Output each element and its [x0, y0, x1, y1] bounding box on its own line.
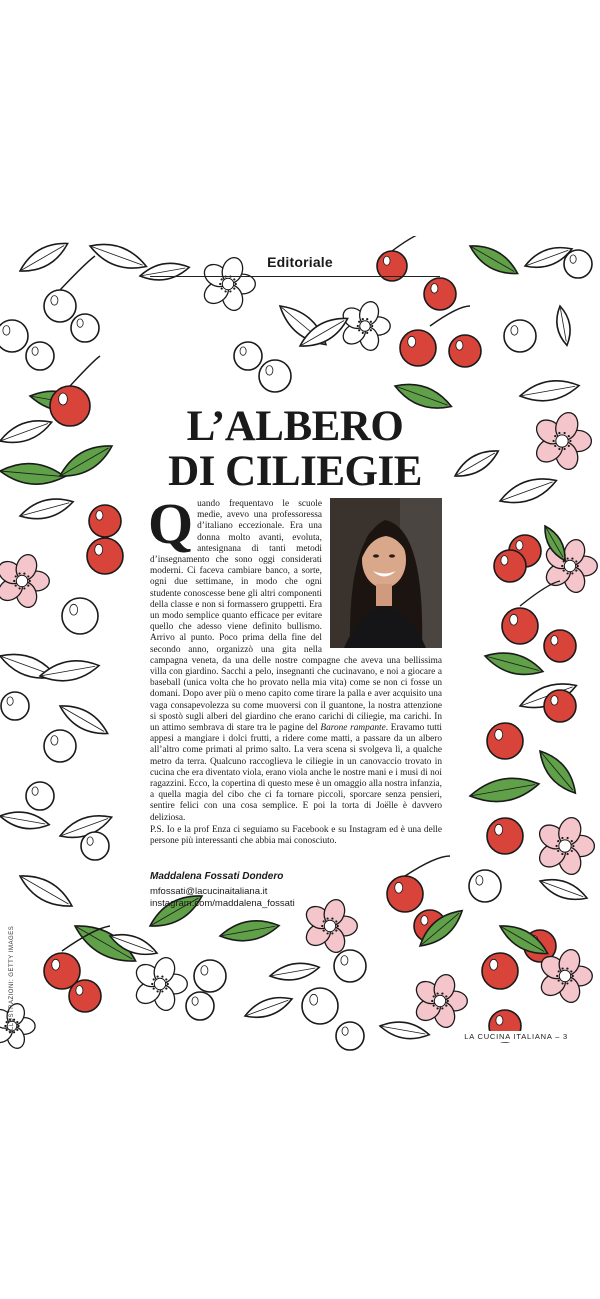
cherry-icon — [234, 342, 262, 370]
leaf-icon — [379, 1018, 431, 1042]
cherry-icon — [89, 505, 121, 537]
leaf-icon — [218, 916, 280, 945]
leaf-icon — [533, 745, 582, 798]
leaf-icon — [537, 874, 589, 906]
leaf-icon — [18, 493, 76, 524]
leaf-icon — [468, 773, 541, 807]
blossom-icon — [0, 1001, 35, 1050]
page-folio: LA CUCINA ITALIANA – 3 — [464, 1032, 568, 1041]
leaf-icon — [0, 808, 51, 832]
paragraph-text: uando frequentavo le scuole medie, avevo una professoressa d’italiano eccezionale. Era una donna molto avanti, evoluta, antesignana di tanti metodi d’insegnamento che sono oggi considerati moderni. Ci faceva cambiare banco, a sorte, ogni due settimane, in modo che ogni studente conoscesse bene gli altri componenti della classe e non si formassero gruppetti. Era un modo semplice quanto efficace per evitare quello che adesso viene definito bullismo. Arrivo al punto. Poco prima della fine del secondo anno, organizzò una gita nella campagna veneta, da una delle nostre compagne che aveva una bellissima villa con giardino. Sacchi a pelo, insegnanti che cucinavano, e noi a giocare a baseball (unica volta che ho provato nella mia vita) come se non ci fosse un domani. Dopo aver più o meno capito come tirare la palla e aver acquisito una vaga consapevolezza su come muoversi con il guantone, la nostra attenzione si spostò sugli alberi del giardino che erano carichi di ciliegie, ma carichi. In un attimo sembrava di stare tra le pagine del — [150, 499, 442, 734]
cherry-icon — [504, 320, 536, 352]
editorial-body — [148, 491, 443, 847]
cherry-icon — [62, 598, 98, 634]
illustration-credit: ILLUSTRAZIONI: GETTY IMAGES — [9, 925, 15, 1033]
blossom-icon — [532, 410, 591, 472]
cherry-icon — [487, 818, 523, 854]
cherry-icon — [44, 730, 76, 762]
blossom-icon — [535, 815, 594, 877]
cherry-icon — [544, 630, 576, 662]
cherry-icon — [194, 960, 226, 992]
postscript: P.S. Io e la prof Enza ci seguiamo su Facebook e su Instagram ed è una delle persone più interessanti che abbia mai conosciuto. — [150, 824, 442, 847]
author-name: Maddalena Fossati Dondero — [150, 871, 284, 882]
book-title: Barone rampante — [320, 723, 386, 734]
cherry-icon — [71, 314, 99, 342]
cherry-icon — [336, 1022, 364, 1050]
cherry-icon — [482, 953, 518, 989]
paragraph-text-end: . Eravamo tutti appesi a mangiare i dolci frutti, a ridere come matti, a passare da un albero all’altro come primati al primo salto. La vera scena si svolgeva lì, a qualche metro da terra. Qualcuno raccoglieva le ciliegie in un canovaccio trovato in cucina che era diventato viola, erano viola anche le nostre mani e i musi di noi ragazzini. Ecco, la copertina di questo mese è un omaggio alla nostra infanzia, a quella magia del cibo che ci fa tornare piccoli, sporcare senza pensieri, sentire felici con una cosa semplice. E poi la torta di Joëlle è davvero deliziosa. — [150, 723, 443, 823]
blossom-icon — [339, 299, 390, 353]
leaf-icon — [497, 472, 560, 510]
cherry-icon — [502, 608, 538, 644]
leaf-icon — [269, 960, 321, 984]
blossom-icon — [302, 897, 357, 955]
leaf-icon — [0, 414, 55, 449]
leaf-icon — [38, 656, 100, 685]
cherry-icon — [494, 550, 526, 582]
cherry-icon — [186, 992, 214, 1020]
cherry-icon — [387, 876, 423, 912]
leaf-icon — [15, 868, 76, 914]
cherry-icon — [87, 538, 123, 574]
leaf-icon — [483, 647, 546, 681]
section-label: Editoriale — [0, 254, 600, 270]
cherry-icon — [424, 278, 456, 310]
cherry-icon — [400, 330, 436, 366]
blossom-icon — [412, 972, 467, 1030]
cherry-icon — [469, 870, 501, 902]
cherry-icon — [50, 386, 90, 426]
leaf-icon — [554, 305, 573, 347]
cherry-icon — [449, 335, 481, 367]
cherry-icon — [69, 980, 101, 1012]
magazine-page — [0, 236, 600, 1058]
cherry-icon — [334, 950, 366, 982]
cherry-icon — [26, 782, 54, 810]
cherry-icon — [487, 723, 523, 759]
cherry-icon — [0, 320, 28, 352]
drop-cap: Q — [148, 491, 194, 556]
cherry-icon — [259, 360, 291, 392]
author-instagram[interactable]: instagram.com/maddalena_fossati — [150, 898, 295, 909]
cherry-icon — [81, 832, 109, 860]
blossom-icon — [0, 552, 49, 610]
section-rule — [150, 276, 440, 277]
cherry-icon — [26, 342, 54, 370]
leaf-icon — [0, 461, 66, 487]
signature-block — [150, 871, 295, 910]
leaf-icon — [518, 376, 580, 405]
leaf-icon — [242, 992, 294, 1024]
headline-line-2: DI CILIEGIE — [168, 448, 422, 495]
headline-line-1: L’ALBERO — [186, 403, 404, 450]
blossom-icon — [132, 955, 187, 1013]
cherry-icon — [544, 690, 576, 722]
cherry-icon — [1, 692, 29, 720]
author-email[interactable]: mfossati@lacucinaitaliana.it — [150, 886, 268, 897]
cherry-icon — [44, 290, 76, 322]
headline — [120, 404, 470, 494]
cherry-icon — [302, 988, 338, 1024]
